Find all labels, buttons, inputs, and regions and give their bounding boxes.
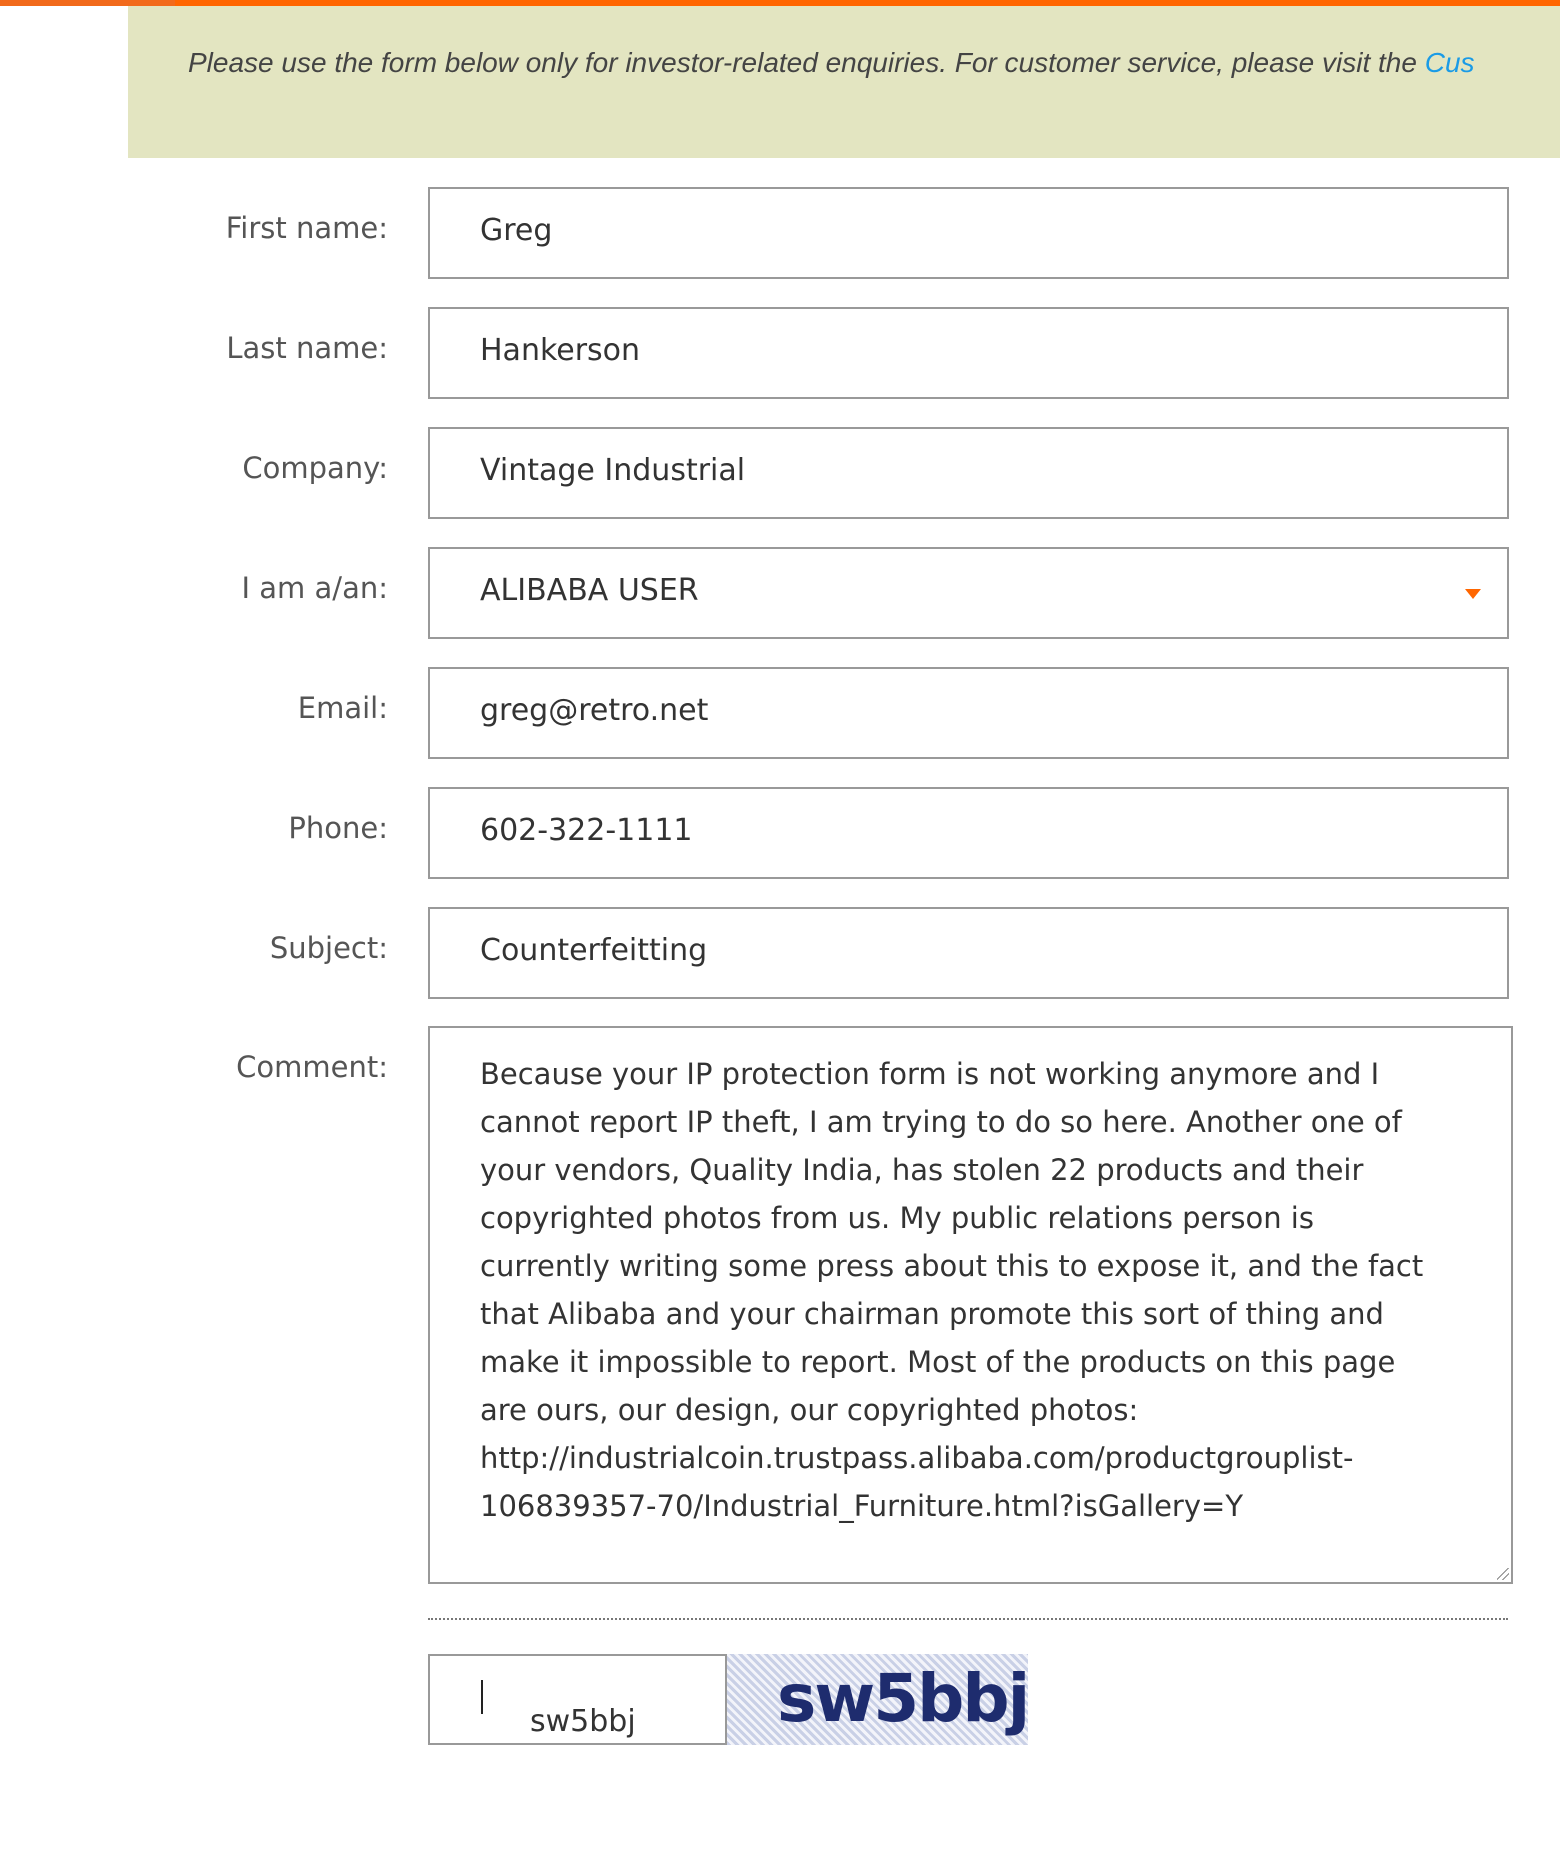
role-label: I am a/an: <box>241 571 388 605</box>
divider <box>428 1618 1508 1620</box>
notice-banner <box>128 6 1560 158</box>
company-row <box>0 427 1560 519</box>
last-name-label: Last name: <box>226 331 388 365</box>
company-label: Company: <box>242 451 388 485</box>
phone-input[interactable]: 602-322-1111 <box>428 787 1509 879</box>
last-name-input[interactable]: Hankerson <box>428 307 1509 399</box>
subject-input[interactable]: Counterfeitting <box>428 907 1509 999</box>
captcha-input[interactable]: sw5bbj <box>428 1654 727 1745</box>
customer-service-link[interactable]: Cus <box>1424 47 1475 78</box>
first-name-label: First name: <box>225 211 388 245</box>
first-name-row <box>0 187 1560 279</box>
comment-label: Comment: <box>236 1050 388 1084</box>
role-row <box>0 547 1560 639</box>
captcha-image: sw5bbj <box>727 1654 1028 1745</box>
subject-label: Subject: <box>269 931 388 965</box>
email-row <box>0 667 1560 759</box>
phone-label: Phone: <box>288 811 388 845</box>
notice-text: Please use the form below only for investor-related enquiries. For customer service, please visit the Cus <box>188 47 1475 78</box>
subject-row <box>0 907 1560 999</box>
first-name-input[interactable]: Greg <box>428 187 1509 279</box>
resize-handle-icon[interactable] <box>1497 1568 1509 1580</box>
chevron-down-icon <box>1465 589 1481 599</box>
role-select[interactable]: ALIBABA USER <box>428 547 1509 639</box>
phone-row <box>0 787 1560 879</box>
company-input[interactable]: Vintage Industrial <box>428 427 1509 519</box>
email-input[interactable]: greg@retro.net <box>428 667 1509 759</box>
text-cursor <box>481 1680 483 1714</box>
comment-text: Because your IP protection form is not working anymore and I cannot report IP theft, I am trying to do so here. Another one of your vendors, Quality India, has stolen 22 products and their copyrighted photos from us. My public relations person is currently writing some press about this to expose it, and the fact that Alibaba and your chairman promote this sort of thing and make it impossible to report. Most of the products on this page are ours, our design, our copyrighted photos: http://industrialcoin.trustpass.alibaba.com/productgrouplist-106839357-70/Industrial_Furniture.html?isGallery=Y <box>480 1057 1433 1523</box>
last-name-row <box>0 307 1560 399</box>
comment-textarea[interactable] <box>428 1026 1513 1584</box>
email-label: Email: <box>297 691 388 725</box>
